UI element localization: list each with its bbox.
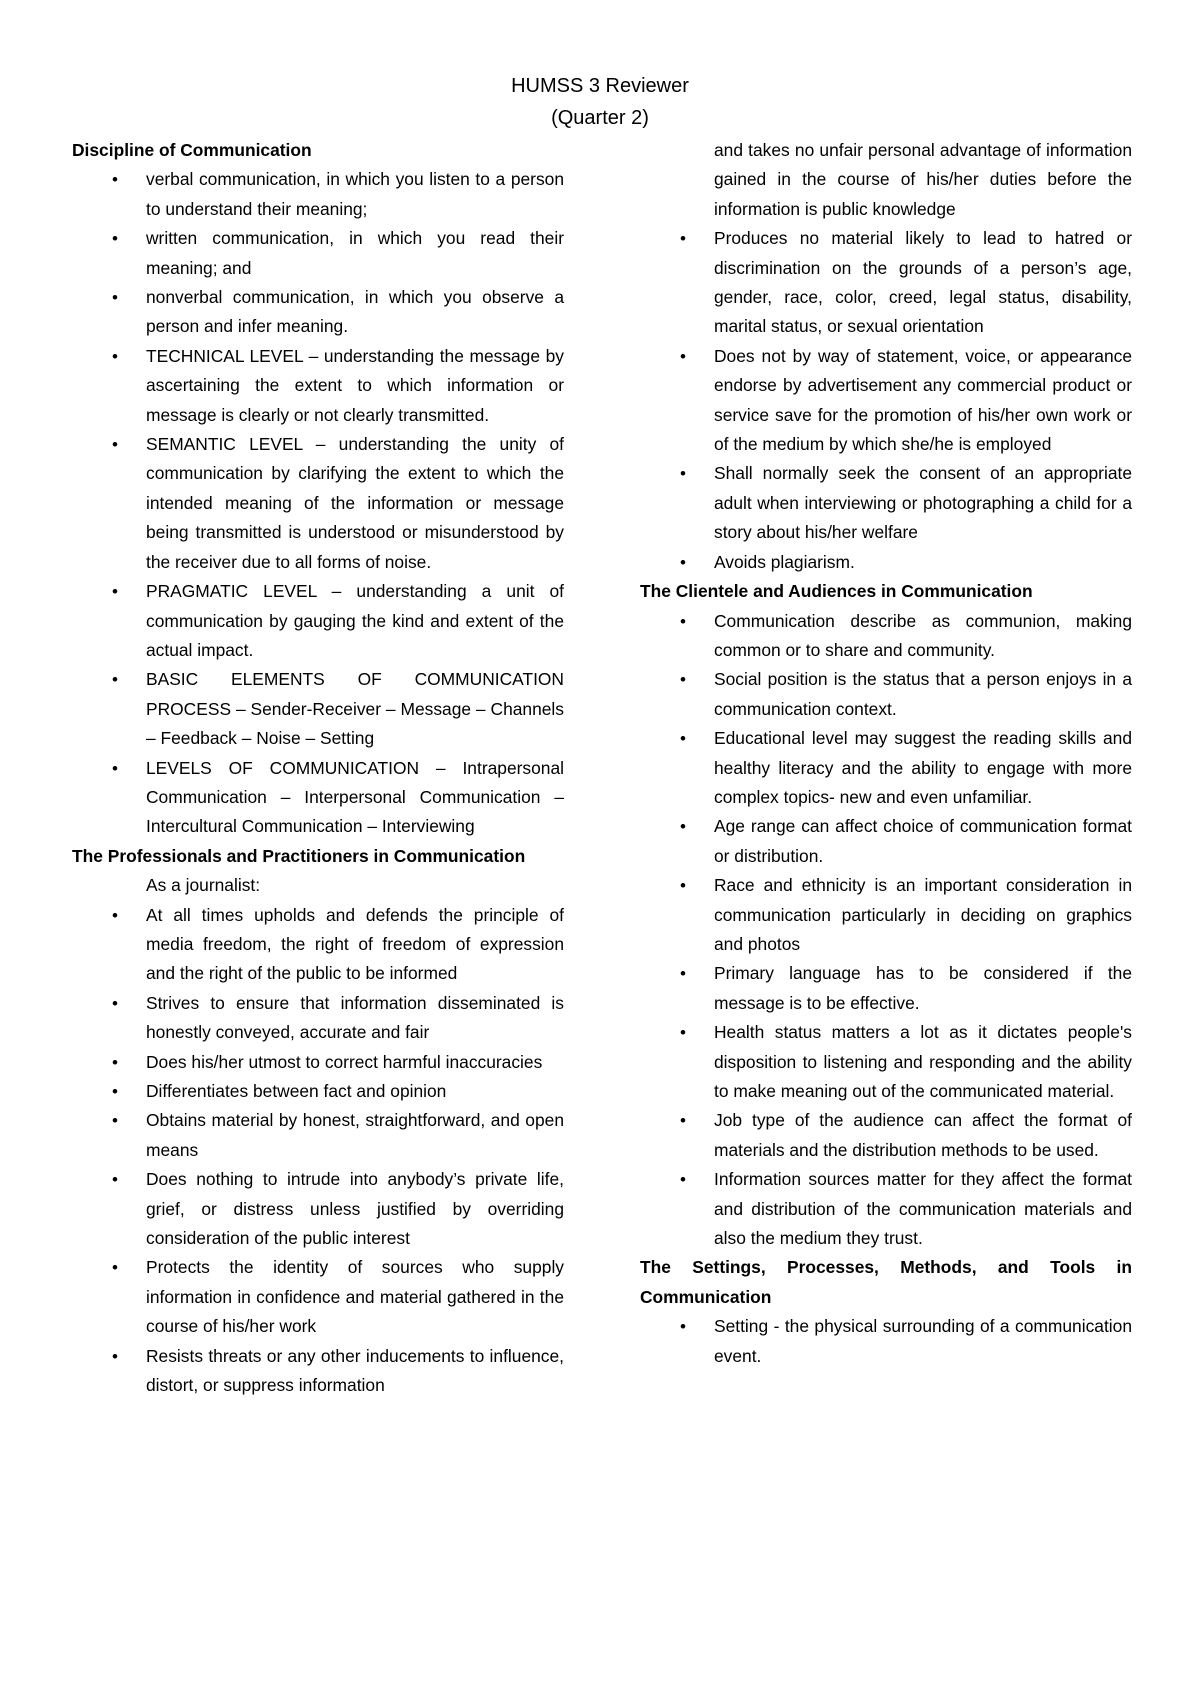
list-item: • Health status matters a lot as it dictates people's disposition to listening and responding and the ability to make meaning out of the communicated material. [640,1018,1132,1106]
list-item: • TECHNICAL LEVEL – understanding the message by ascertaining the extent to which information or message is clearly or not clearly transmitted. [72,342,564,430]
list-item: • Does not by way of statement, voice, or appearance endorse by advertisement any commercial product or service save for the promotion of his/her own work or of the medium by which she/he is employed [640,342,1132,460]
list-item: • Race and ethnicity is an important consideration in communication particularly in deciding on graphics and photos [640,871,1132,959]
clientele-list [640,607,1132,1254]
list-item: • PRAGMATIC LEVEL – understanding a unit of communication by gauging the kind and extent of the actual impact. [72,577,564,665]
list-item: • Age range can affect choice of communication format or distribution. [640,812,1132,871]
list-item: • Resists threats or any other inducements to influence, distort, or suppress information [72,1342,564,1401]
list-item: • Educational level may suggest the reading skills and healthy literacy and the ability to engage with more complex topics- new and even unfamiliar. [640,724,1132,812]
list-item: • At all times upholds and defends the principle of media freedom, the right of freedom of expression and the right of the public to be informed [72,901,564,989]
journalist-list-continued [640,224,1132,577]
list-item: • Differentiates between fact and opinion [72,1077,564,1106]
settings-list [640,1312,1132,1371]
list-item: • Produces no material likely to lead to hatred or discrimination on the grounds of a person’s age, gender, race, color, creed, legal status, disability, marital status, or sexual orientation [640,224,1132,342]
list-item: • Primary language has to be considered if the message is to be effective. [640,959,1132,1018]
list-item: • Avoids plagiarism. [640,548,1132,577]
list-item: • Information sources matter for they affect the format and distribution of the communication materials and also the medium they trust. [640,1165,1132,1253]
section-heading-settings: The Settings, Processes, Methods, and Tools in Communication [640,1257,1132,1307]
document-subtitle: (Quarter 2) [551,107,649,129]
list-item: • Protects the identity of sources who supply information in confidence and material gathered in the course of his/her work [72,1253,564,1341]
document-title: HUMSS 3 Reviewer [511,75,689,97]
list-item: • Setting - the physical surrounding of a communication event. [640,1312,1132,1371]
list-item: • Shall normally seek the consent of an appropriate adult when interviewing or photographing a child for a story about his/her welfare [640,459,1132,547]
journalist-list [72,901,564,1401]
list-item: • Job type of the audience can affect the format of materials and the distribution methods to be used. [640,1106,1132,1165]
list-item: • SEMANTIC LEVEL – understanding the unity of communication by clarifying the extent to which the intended meaning of the information or message being transmitted is understood or misunderstood by the receiver due to all forms of noise. [72,430,564,577]
list-item: • Social position is the status that a person enjoys in a communication context. [640,665,1132,724]
list-item: • BASIC ELEMENTS OF COMMUNICATION PROCESS – Sender-Receiver – Message – Channels – Feedback – Noise – Setting [72,665,564,753]
discipline-list [72,165,564,841]
journalist-intro: As a journalist: [146,875,261,896]
section-heading-discipline: Discipline of Communication [72,140,312,160]
list-item: • nonverbal communication, in which you observe a person and infer meaning. [72,283,564,342]
section-heading-professionals: The Professionals and Practitioners in Communication [72,845,526,866]
list-item: • Strives to ensure that information disseminated is honestly conveyed, accurate and fair [72,989,564,1048]
document-header [0,70,1200,134]
list-item: • written communication, in which you read their meaning; and [72,224,564,283]
left-column [72,136,564,1400]
list-item: • Does his/her utmost to correct harmful inaccuracies [72,1048,564,1077]
list-item: • Does nothing to intrude into anybody’s private life, grief, or distress unless justified by overriding consideration of the public interest [72,1165,564,1253]
right-column [640,136,1132,1371]
continued-text: and takes no unfair personal advantage of information gained in the course of his/her duties before the information is public knowledge [714,140,1132,219]
list-item: • Obtains material by honest, straightforward, and open means [72,1106,564,1165]
list-item: • verbal communication, in which you listen to a person to understand their meaning; [72,165,564,224]
list-item: • LEVELS OF COMMUNICATION – Intrapersonal Communication – Interpersonal Communication – Intercultural Communication – Interviewing [72,754,564,842]
list-item: • Communication describe as communion, making common or to share and community. [640,607,1132,666]
section-heading-clientele: The Clientele and Audiences in Communication [640,581,1033,602]
